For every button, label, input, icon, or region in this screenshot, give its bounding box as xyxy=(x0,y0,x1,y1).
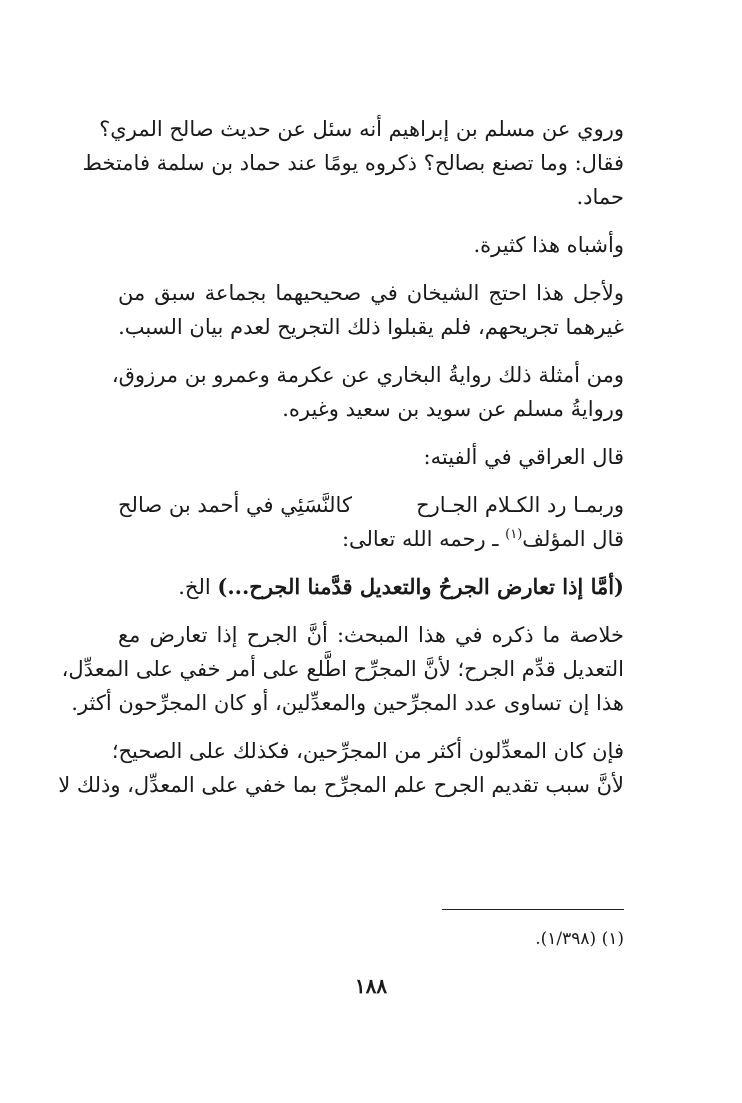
text-line: خلاصة ما ذكره في هذا المبحث: أنَّ الجرح إذا تعارض مع xyxy=(118,623,624,647)
text-line: فإن كان المعدِّلون أكثر من المجرِّحين، فكذلك على الصحيح؛ xyxy=(111,739,624,763)
text-line: غيرهما تجريحهم، فلم يقبلوا ذلك التجريح لعدم بيان السبب. xyxy=(118,315,624,339)
paragraph xyxy=(118,228,624,262)
author-label: قال المؤلف xyxy=(522,527,624,551)
text-line: ولأجل هذا احتج الشيخان في صحيحيهما بجماعة سبق من xyxy=(118,281,624,305)
paragraph xyxy=(118,440,624,474)
paragraph xyxy=(61,618,624,720)
paragraph xyxy=(111,358,624,426)
text-line: لأنَّ سبب تقديم الجرح علم المجرِّح بما خفي على المعدِّل، وذلك لا xyxy=(58,773,624,797)
paragraph xyxy=(58,734,624,802)
quoted-text-line xyxy=(118,570,624,604)
text-line: حماد. xyxy=(576,185,624,209)
text-line: فقال: وما تصنع بصالح؟ ذكروه يومًا عند حماد بن سلمة فامتخط xyxy=(82,151,624,175)
poetry-verse xyxy=(118,488,624,522)
quoted-matn: (أمَّا إذا تعارض الجرحُ والتعديل قدَّمنا الجرح...) xyxy=(217,574,624,599)
text-line: قال العراقي في ألفيته: xyxy=(423,445,624,469)
main-text xyxy=(58,112,624,802)
text-line: هذا إن تساوى عدد المجرِّحين والمعدِّلين، أو كان المجرِّحون أكثر. xyxy=(71,691,624,715)
paragraph xyxy=(82,112,624,214)
text-line: وأشباه هذا كثيرة. xyxy=(473,233,624,257)
verse-hemistich-second: كالنَّسَئِي في أحمد بن صالح xyxy=(118,493,352,517)
author-prayer: ـ رحمه الله تعالى: xyxy=(341,527,506,551)
author-line xyxy=(118,522,624,556)
verse-hemistich-first: وربمـا رد الكـلام الجـارح xyxy=(416,493,624,517)
quoted-ending: الخ. xyxy=(178,575,218,599)
text-line: وروي عن مسلم بن إبراهيم أنه سئل عن حديث صالح المري؟ xyxy=(99,117,624,141)
footnote-reference[interactable]: (١) xyxy=(505,527,523,542)
footnote-number: (١) xyxy=(601,929,624,949)
text-line: ومن أمثلة ذلك روايةُ البخاري عن عكرمة وعمرو بن مرزوق، xyxy=(111,363,624,387)
text-line: التعديل قدِّم الجرح؛ لأنَّ المجرِّح اطَّلع على أمر خفي على المعدِّل، xyxy=(61,657,624,681)
footnote xyxy=(535,926,624,952)
footnote-text: (١/٣٩٨). xyxy=(535,929,597,949)
paragraph xyxy=(118,276,624,344)
footnote-divider xyxy=(442,909,624,910)
page-number: ١٨٨ xyxy=(354,974,388,998)
text-line: وروايةُ مسلم عن سويد بن سعيد وغيره. xyxy=(282,397,624,421)
